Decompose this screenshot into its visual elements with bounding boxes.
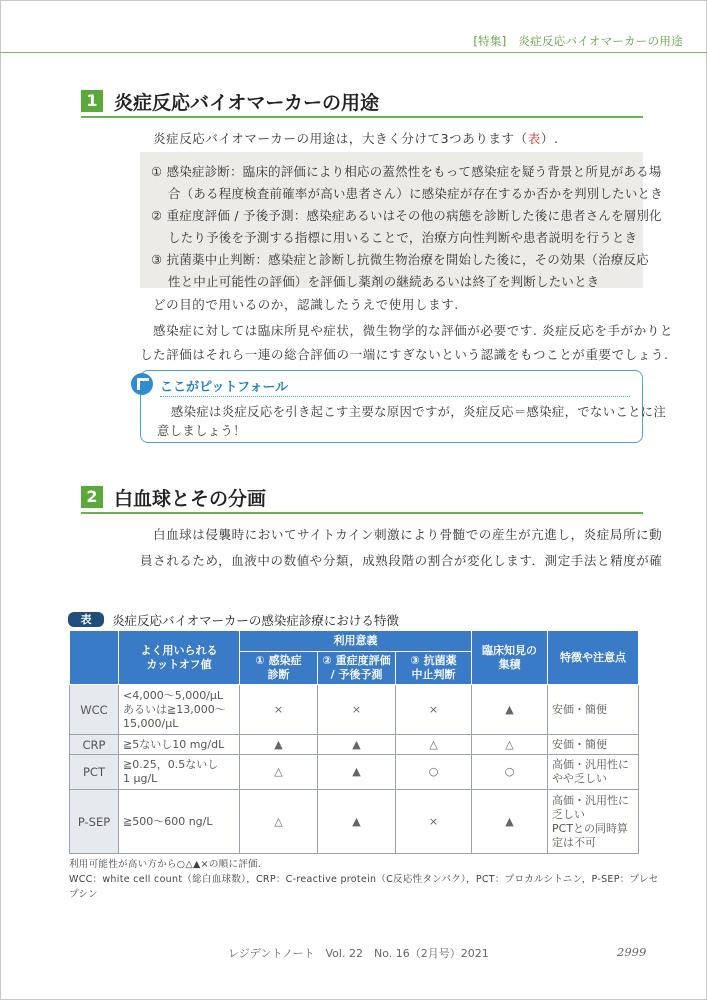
table-abbreviations-cont: プシン xyxy=(69,889,98,900)
table-abbreviations: WCC：white cell count（総白血球数），CRP：C-reactive protein（C反応性タンパク），PCT：プロカルシトニン，P-SEP：プレセ xyxy=(69,874,659,885)
row-marker: P-SEP xyxy=(70,790,119,854)
paragraph: 感染症に対しては臨床所見や症状，微生物学的な評価が必要です. 炎症反応を手がかりと xyxy=(153,323,674,338)
biomarker-table xyxy=(69,630,639,854)
header-usage: 利用意義 xyxy=(240,631,472,652)
section-title: 白血球とその分画 xyxy=(114,488,267,510)
row-cutoff: ≧500～600 ng/L xyxy=(119,790,240,854)
row-severity: ▲ xyxy=(318,790,396,854)
row-cutoff: ≧0.25，0.5ないし 1 μg/L xyxy=(119,755,240,790)
list-item: ② 重症度評価 / 予後予測：感染症あるいはその他の病態を診断した後に患者さんを層別化 xyxy=(151,208,662,223)
table-note: 利用可能性が高い方から○△▲×の順に評価. xyxy=(69,859,262,870)
header-stop: ③ 抗菌薬 中止判断 xyxy=(396,652,472,685)
paragraph: 白血球は侵襲時においてサイトカイン刺激により骨髄での産生が亢進し，炎症局所に動 xyxy=(153,527,663,542)
row-evidence: ▲ xyxy=(472,685,548,735)
row-cutoff: <4,000～5,000/μL あるいは≧13,000～ 15,000/μL xyxy=(119,685,240,735)
paragraph: した評価はそれら一連の総合評価の一端にすぎないという認識をもつことが重要でしょう. xyxy=(140,347,669,362)
paragraph: どの目的で用いるのか，認識したうえで使用します. xyxy=(153,297,459,312)
row-stop: × xyxy=(396,685,472,735)
header-severity: ② 重症度評価 / 予後予測 xyxy=(318,652,396,685)
row-evidence: ▲ xyxy=(472,790,548,854)
row-stop: △ xyxy=(396,735,472,755)
table-row xyxy=(70,790,639,854)
page-number: 2999 xyxy=(617,945,647,959)
section-title: 炎症反応バイオマーカーの用途 xyxy=(114,92,380,114)
table-tag: 表 xyxy=(68,612,104,627)
header-evidence: 臨床知見の 集積 xyxy=(472,631,548,685)
section-2-heading xyxy=(81,486,643,514)
row-notes: 安価・簡便 xyxy=(548,735,639,755)
row-marker: CRP xyxy=(70,735,119,755)
row-evidence: ○ xyxy=(472,755,548,790)
row-notes: 高価・汎用性に 乏しい PCTとの同時算 定は不可 xyxy=(548,790,639,854)
row-notes: 安価・簡便 xyxy=(548,685,639,735)
row-diagnosis: △ xyxy=(240,755,318,790)
header-marker xyxy=(70,631,119,685)
list-item: ① 感染症診断：臨床的評価により相応の蓋然性をもって感染症を疑う背景と所見がある場 xyxy=(151,164,662,179)
journal-footer: レジデントノート Vol. 22 No. 16（2月号）2021 xyxy=(228,947,489,960)
header-diagnosis: ① 感染症 診断 xyxy=(240,652,318,685)
pitfall-text: 感染症は炎症反応を引き起こす主要な原因ですが，炎症反応＝感染症，でないことに注 xyxy=(171,405,667,419)
running-header: [特集] 炎症反応バイオマーカーの用途 xyxy=(473,34,683,48)
section-1-heading xyxy=(81,90,643,118)
paragraph: 員されるため，血液中の数値や分類，成熟段階の割合が変化します．測定手法と精度が確 xyxy=(140,553,663,568)
row-diagnosis: ▲ xyxy=(240,735,318,755)
table-row xyxy=(70,735,639,755)
pitfall-title: ここがピットフォール xyxy=(160,380,289,395)
list-item: したり予後を予測する指標に用いることで，治療方向性判断や患者説明を行うとき xyxy=(168,230,638,245)
row-diagnosis: × xyxy=(240,685,318,735)
list-item: ③ 抗菌薬中止判断：感染症と診断し抗微生物治療を開始した後に，その効果（治療反応 xyxy=(151,252,649,267)
table-reference-link[interactable]: 表 xyxy=(527,131,541,146)
row-stop: × xyxy=(396,790,472,854)
row-marker: WCC xyxy=(70,685,119,735)
row-marker: PCT xyxy=(70,755,119,790)
pitfall-divider xyxy=(160,396,630,397)
pitfall-text: 意しましょう！ xyxy=(157,424,246,438)
intro-paragraph xyxy=(153,126,559,152)
header-rule xyxy=(0,52,707,53)
list-item: 合（ある程度検査前確率が高い患者さん）に感染症が存在するか否かを判別したいとき xyxy=(168,186,663,201)
row-notes: 高価・汎用性に やや乏しい xyxy=(548,755,639,790)
table-title: 炎症反応バイオマーカーの感染症診療における特徴 xyxy=(112,613,399,628)
row-stop: ○ xyxy=(396,755,472,790)
row-cutoff: ≧5ないし10 mg/dL xyxy=(119,735,240,755)
row-diagnosis: △ xyxy=(240,790,318,854)
header-cutoff: よく用いられる カットオフ値 xyxy=(119,631,240,685)
intro-end: ）. xyxy=(540,131,559,146)
table-row xyxy=(70,755,639,790)
section-number: 1 xyxy=(81,90,103,112)
section-number: 2 xyxy=(81,486,103,508)
row-evidence: △ xyxy=(472,735,548,755)
pitfall-icon xyxy=(131,373,153,395)
list-item: 性と中止可能性の評価）を評価し薬剤の継続あるいは終了を判断したいとき xyxy=(168,274,600,289)
table-row xyxy=(70,685,639,735)
row-severity: ▲ xyxy=(318,755,396,790)
row-severity: ▲ xyxy=(318,735,396,755)
row-severity: × xyxy=(318,685,396,735)
intro-text: 炎症反応バイオマーカーの用途は，大きく分けて3つあります（ xyxy=(153,131,528,146)
header-notes: 特徴や注意点 xyxy=(548,631,639,685)
